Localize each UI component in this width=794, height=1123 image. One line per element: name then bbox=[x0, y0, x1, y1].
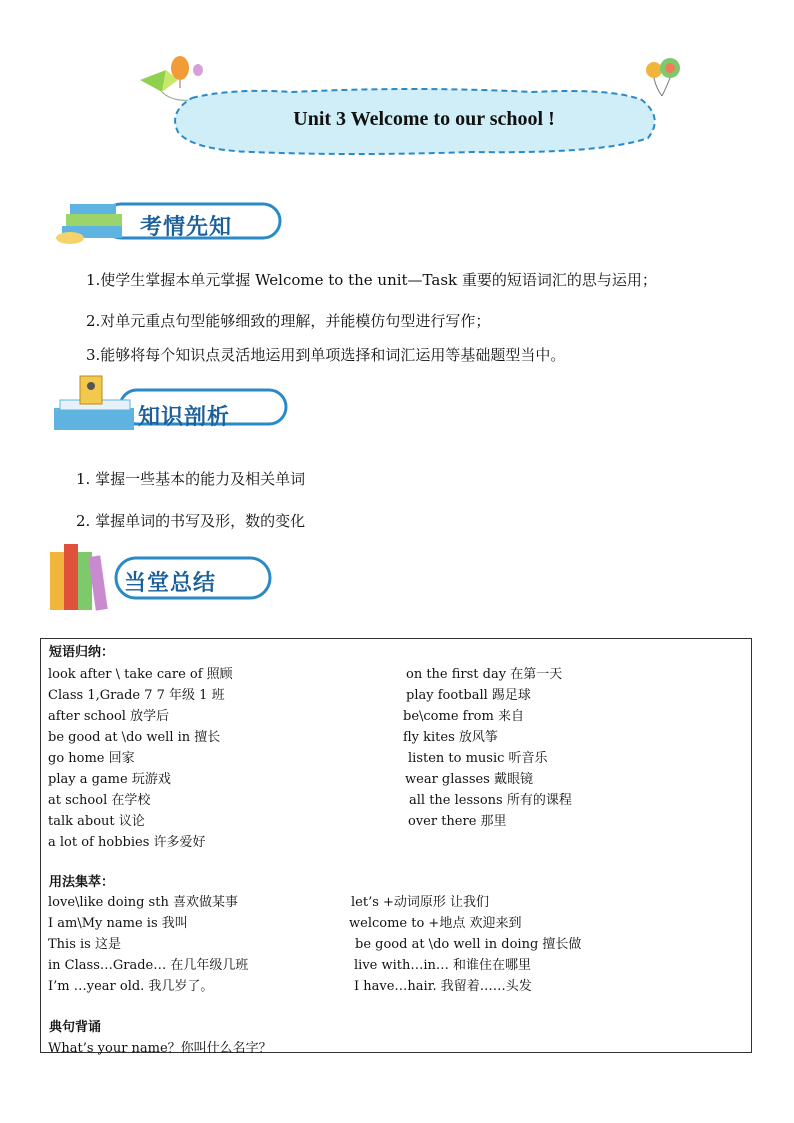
phrase-row: be\come from 来自 bbox=[403, 709, 524, 724]
phrase-row: wear glasses 戴眼镜 bbox=[405, 772, 533, 787]
phrase-row: Class 1,Grade 7 7 年级 1 班 bbox=[48, 688, 225, 703]
page-title: Unit 3 Welcome to our school ! bbox=[293, 108, 555, 130]
banner-exam-info: 考情先知 bbox=[140, 215, 233, 240]
phrase-row: a lot of hobbies 许多爱好 bbox=[48, 835, 206, 850]
usage-row: I have…hair. 我留着……头发 bbox=[354, 979, 532, 994]
usage-row: This is 这是 bbox=[48, 937, 121, 952]
phrase-row: at school 在学校 bbox=[48, 793, 151, 808]
phrase-row: all the lessons 所有的课程 bbox=[409, 793, 572, 808]
banner-class-summary: 当堂总结 bbox=[124, 571, 217, 596]
phrase-row: fly kites 放风筝 bbox=[403, 730, 498, 745]
phrase-row: play football 踢足球 bbox=[406, 688, 531, 703]
phrase-row: listen to music 听音乐 bbox=[408, 751, 548, 766]
phrase-row: after school 放学后 bbox=[48, 709, 170, 724]
usage-row: I am\My name is 我叫 bbox=[48, 916, 188, 931]
sentence-row: What’s your name？你叫什么名字？ bbox=[48, 1041, 272, 1056]
usage-row: in Class…Grade… 在几年级几班 bbox=[48, 958, 249, 973]
phrase-row: play a game 玩游戏 bbox=[48, 772, 171, 787]
objective-item: 1.使学生掌握本单元掌握 Welcome to the unit—Task 重要的短语词汇的思与运用； bbox=[86, 271, 657, 289]
analysis-item: 2. 掌握单词的书写及形，数的变化 bbox=[76, 512, 306, 530]
usage-row: I’m …year old. 我几岁了。 bbox=[48, 979, 214, 994]
usage-row: love\like doing sth 喜欢做某事 bbox=[48, 895, 238, 910]
usage-title: 用法集萃： bbox=[49, 875, 115, 890]
banner-knowledge-analysis: 知识剖析 bbox=[138, 405, 231, 430]
usage-row: live with…in… 和谁住在哪里 bbox=[354, 958, 532, 973]
phrase-row: on the first day 在第一天 bbox=[406, 667, 563, 682]
analysis-item: 1. 掌握一些基本的能力及相关单词 bbox=[76, 470, 306, 488]
objective-item: 2.对单元重点句型能够细致的理解，并能模仿句型进行写作； bbox=[86, 312, 491, 330]
phrase-row: talk about 议论 bbox=[48, 814, 145, 829]
phrase-row: look after \ take care of 照顾 bbox=[48, 667, 233, 682]
usage-row: welcome to +地点 欢迎来到 bbox=[349, 916, 522, 931]
usage-row: be good at \do well in doing 擅长做 bbox=[355, 937, 582, 952]
usage-row: let’s +动词原形 让我们 bbox=[351, 895, 490, 910]
sentence-title: 典句背诵 bbox=[49, 1020, 102, 1035]
phrase-row: over there 那里 bbox=[408, 814, 507, 829]
phrases-title: 短语归纳： bbox=[49, 645, 115, 660]
phrase-row: go home 回家 bbox=[48, 751, 135, 766]
objective-item: 3.能够将每个知识点灵活地运用到单项选择和词汇运用等基础题型当中。 bbox=[86, 346, 566, 364]
phrase-row: be good at \do well in 擅长 bbox=[48, 730, 221, 745]
summary-box bbox=[40, 638, 752, 1056]
